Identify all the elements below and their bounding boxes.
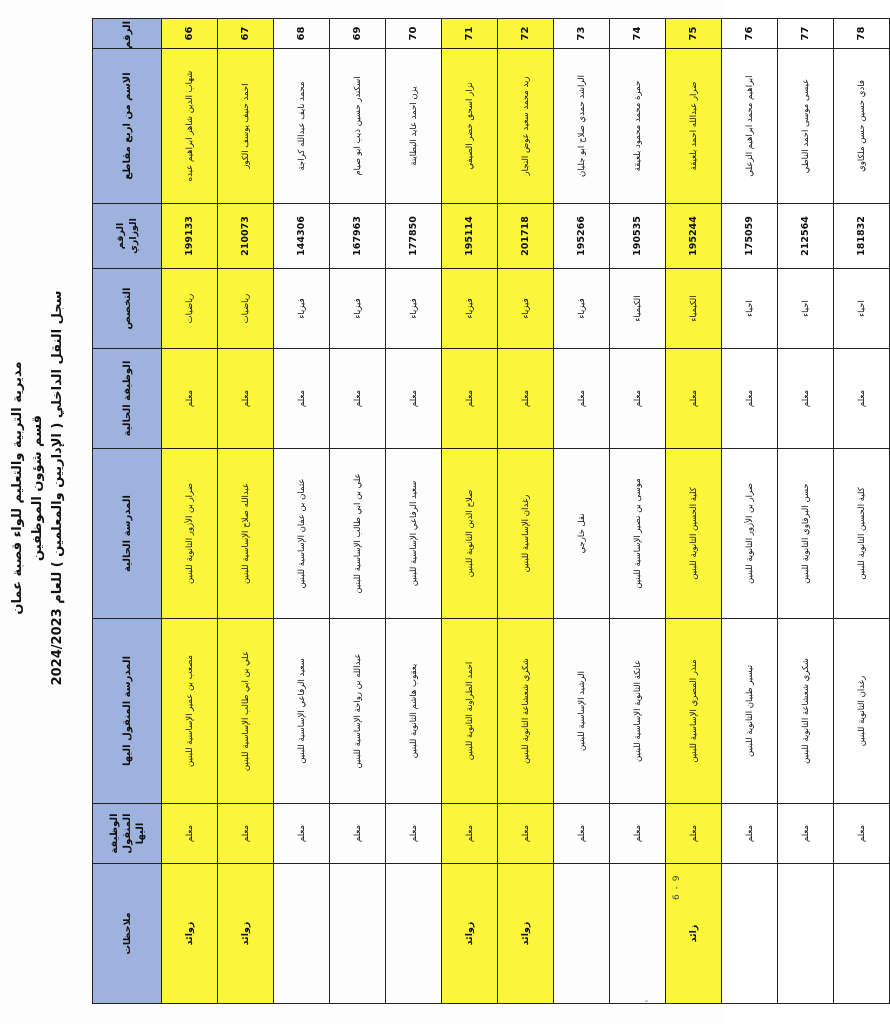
employee-name-cell: حمزة محمد محمود بلعيقة <box>610 49 666 204</box>
ministry-id-cell: 201718 <box>498 204 554 269</box>
current-school-cell: حسن البرقاوي الثانوية للبنين <box>778 449 834 619</box>
employee-name-cell: عيسى موسى احمد الناطي <box>778 49 834 204</box>
current-school-cell: سعيد الرفاعي الإساسية للبنين <box>386 449 442 619</box>
table-row <box>666 19 722 1004</box>
target-job-cell: معلم <box>274 804 330 864</box>
employee-name-cell: شهاب الدين شاهر ابراهيم عبده <box>162 49 218 204</box>
row-number-cell: 71 <box>442 19 498 49</box>
specialization-cell: فيزياء <box>386 269 442 349</box>
notes-cell: زوائد <box>218 864 274 1004</box>
employee-name-cell: ابراهيم محمد ابراهيم الزعلي <box>722 49 778 204</box>
target-school-cell: يعقوب هاشم الثانوية للبنين <box>386 619 442 804</box>
current-job-cell: معلم <box>610 349 666 449</box>
current-school-cell: صلاح الدين الثانوية للبنين <box>442 449 498 619</box>
current-job-cell: معلم <box>162 349 218 449</box>
specialization-cell: فيزياء <box>498 269 554 349</box>
document-header <box>8 18 92 958</box>
rotated-content <box>8 18 867 958</box>
row-number-cell: 68 <box>274 19 330 49</box>
target-school-cell: علي بن ابي طالب الإساسية للبنين <box>218 619 274 804</box>
row-number-cell: 76 <box>722 19 778 49</box>
target-school-cell: تيسير ظبيان الثانوية للبنين <box>722 619 778 804</box>
col-header-spec: التخصص <box>93 269 162 349</box>
specialization-cell: فيزياء <box>554 269 610 349</box>
target-job-cell: معلم <box>498 804 554 864</box>
notes-cell <box>386 864 442 1004</box>
target-school-cell: مصعب بن عمير الإساسية للبنين <box>162 619 218 804</box>
specialization-cell: احياء <box>722 269 778 349</box>
col-header-school: المدرسة الحالية <box>93 449 162 619</box>
specialization-cell: الكيمياء <box>610 269 666 349</box>
department-title: قسم شؤون الموظفين <box>30 415 45 561</box>
employee-name-cell: ضرار عبدالله احمد بلعيقة <box>666 49 722 204</box>
row-number-cell: 73 <box>554 19 610 49</box>
notes-cell: زائد <box>666 864 722 1004</box>
table-row <box>218 19 274 1004</box>
table-row <box>274 19 330 1004</box>
target-school-cell: منذر المصري الإساسية للبنين <box>666 619 722 804</box>
ministry-id-cell: 181832 <box>834 204 890 269</box>
target-school-cell: شكري شعشاعة الثانوية للبنين <box>498 619 554 804</box>
ministry-id-cell: 190535 <box>610 204 666 269</box>
current-job-cell: معلم <box>498 349 554 449</box>
employee-name-cell: نزار اسحق خضر الصيفي <box>442 49 498 204</box>
table-row <box>442 19 498 1004</box>
table-row <box>386 19 442 1004</box>
ministry-id-cell: 144306 <box>274 204 330 269</box>
col-header-id: الرقم الوزاري <box>93 204 162 269</box>
target-job-cell: معلم <box>610 804 666 864</box>
employee-name-cell: محمد نايف عبدالله كراجة <box>274 49 330 204</box>
target-job-cell: معلم <box>162 804 218 864</box>
target-school-cell: الرشيد الإساسية للبنين <box>554 619 610 804</box>
notes-cell <box>554 864 610 1004</box>
target-job-cell: معلم <box>442 804 498 864</box>
corner-mark: ˇ <box>644 1000 649 1011</box>
target-job-cell: معلم <box>218 804 274 864</box>
col-header-to-job: الوظيفة المنقول اليها <box>93 804 162 864</box>
row-number-cell: 75 <box>666 19 722 49</box>
ministry-id-cell: 199133 <box>162 204 218 269</box>
ministry-id-cell: 195244 <box>666 204 722 269</box>
target-school-cell: عاتكة الثانوية الإساسية للبنين <box>610 619 666 804</box>
employee-name-cell: يزن احمد عايد البطاينة <box>386 49 442 204</box>
notes-cell <box>834 864 890 1004</box>
col-header-no: الرقم <box>93 19 162 49</box>
employee-name-cell: زيد محمد سعيد عوض النجار <box>498 49 554 204</box>
row-number-cell: 67 <box>218 19 274 49</box>
current-job-cell: معلم <box>442 349 498 449</box>
ministry-id-cell: 195266 <box>554 204 610 269</box>
row-number-cell: 77 <box>778 19 834 49</box>
register-title: سجل النقل الداخلي ( الإداريين والمعلمين ) للعام 2024/2023 <box>50 290 65 686</box>
target-job-cell: معلم <box>330 804 386 864</box>
current-school-cell: نقل خارجي <box>554 449 610 619</box>
col-header-name: الاسم من اربع مقاطع <box>93 49 162 204</box>
notes-cell: زوائد <box>162 864 218 1004</box>
current-school-cell: رغدان الإساسية للبنين <box>498 449 554 619</box>
target-job-cell: معلم <box>554 804 610 864</box>
notes-cell <box>330 864 386 1004</box>
ministry-id-cell: 212564 <box>778 204 834 269</box>
specialization-cell: رياضيات <box>218 269 274 349</box>
current-job-cell: معلم <box>330 349 386 449</box>
current-school-cell: موسى بن نصير الإساسية للبنين <box>610 449 666 619</box>
current-school-cell: كلية الحسين الثانوية للبنين <box>834 449 890 619</box>
notes-cell <box>778 864 834 1004</box>
table-row <box>778 19 834 1004</box>
target-school-cell: شكري شعشاعة الثانوية للبنين <box>778 619 834 804</box>
table-row <box>554 19 610 1004</box>
specialization-cell: احياء <box>834 269 890 349</box>
col-header-to-school: المدرسة المنقول اليها <box>93 619 162 804</box>
target-job-cell: معلم <box>722 804 778 864</box>
employee-name-cell: احمد حنيف يوسف الكوز <box>218 49 274 204</box>
target-school-cell: عبدالله بن رواحة الإساسية للبنين <box>330 619 386 804</box>
table-row <box>834 19 890 1004</box>
row-number-cell: 66 <box>162 19 218 49</box>
current-job-cell: معلم <box>386 349 442 449</box>
table-row <box>498 19 554 1004</box>
table-body <box>162 19 890 1004</box>
target-job-cell: معلم <box>386 804 442 864</box>
notes-cell <box>274 864 330 1004</box>
specialization-cell: فيزياء <box>274 269 330 349</box>
row-number-cell: 78 <box>834 19 890 49</box>
employee-name-cell: الراشد حمدي صلاح ابو جليان <box>554 49 610 204</box>
table-row <box>610 19 666 1004</box>
row-number-cell: 70 <box>386 19 442 49</box>
col-header-job: الوظيفة الحالية <box>93 349 162 449</box>
current-school-cell: كلية الحسين الثانوية للبنين <box>666 449 722 619</box>
notes-cell: زوائد <box>498 864 554 1004</box>
ministry-id-cell: 195114 <box>442 204 498 269</box>
ministry-id-cell: 177850 <box>386 204 442 269</box>
target-school-cell: رغدان الثانوية للبنين <box>834 619 890 804</box>
target-job-cell: معلم <box>778 804 834 864</box>
notes-cell <box>610 864 666 1004</box>
row-number-cell: 74 <box>610 19 666 49</box>
current-school-cell: علي بن ابي طالب الإساسية للبنين <box>330 449 386 619</box>
specialization-cell: رياضيات <box>162 269 218 349</box>
page-number: 6 - 9 <box>672 874 682 900</box>
notes-cell <box>722 864 778 1004</box>
ministry-id-cell: 210073 <box>218 204 274 269</box>
specialization-cell: فيزياء <box>442 269 498 349</box>
current-school-cell: عثمان بن عفان الإساسية للبنين <box>274 449 330 619</box>
row-number-cell: 69 <box>330 19 386 49</box>
notes-cell: زوائد <box>442 864 498 1004</box>
current-school-cell: ضرار بن الأزور الثانوية للبنين <box>162 449 218 619</box>
table-row <box>162 19 218 1004</box>
directorate-title: مديرية التربية والتعليم للواء قصبة عمان <box>10 361 25 615</box>
row-number-cell: 72 <box>498 19 554 49</box>
ministry-id-cell: 167963 <box>330 204 386 269</box>
current-job-cell: معلم <box>666 349 722 449</box>
target-school-cell: احمد الطراونة الثانوية للبنين <box>442 619 498 804</box>
transfer-table <box>92 18 890 1004</box>
current-job-cell: معلم <box>554 349 610 449</box>
target-job-cell: معلم <box>834 804 890 864</box>
specialization-cell: احياء <box>778 269 834 349</box>
current-job-cell: معلم <box>778 349 834 449</box>
col-header-notes: ملاحظات <box>93 864 162 1004</box>
target-school-cell: سعيد الرفاعي الإساسية للبنين <box>274 619 330 804</box>
specialization-cell: الكيمياء <box>666 269 722 349</box>
current-job-cell: معلم <box>722 349 778 449</box>
current-job-cell: معلم <box>274 349 330 449</box>
employee-name-cell: اسكندر حسين ذيب ابو صيام <box>330 49 386 204</box>
specialization-cell: فيزياء <box>330 269 386 349</box>
target-job-cell: معلم <box>666 804 722 864</box>
current-school-cell: عبدالله صلاح الإساسية للبنين <box>218 449 274 619</box>
current-job-cell: معلم <box>218 349 274 449</box>
current-job-cell: معلم <box>834 349 890 449</box>
ministry-id-cell: 175059 <box>722 204 778 269</box>
table-header-row <box>93 19 162 1004</box>
employee-name-cell: فادي حسين حسن ملكاوي <box>834 49 890 204</box>
table-row <box>722 19 778 1004</box>
table-row <box>330 19 386 1004</box>
current-school-cell: ضرار بن الأزور الثانوية للبنين <box>722 449 778 619</box>
